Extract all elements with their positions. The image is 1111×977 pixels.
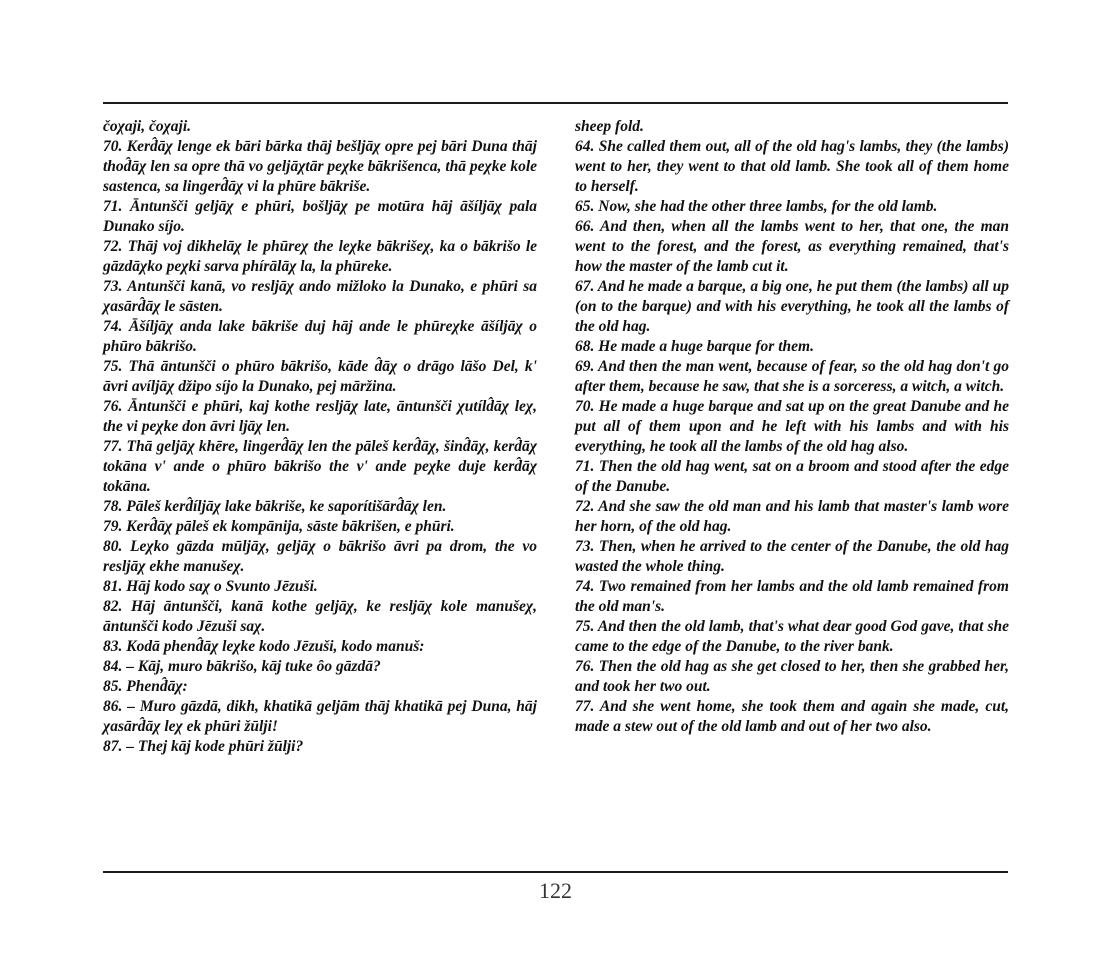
- romani-paragraph: 85. Phend̂āχ:: [103, 678, 188, 695]
- romani-paragraph: 86. – Muro gāzdā, dikh, khatikā geljām thāj khatikā pej Duna, hāj χasārd̂āχ leχ ek phūri žūlji!: [103, 698, 537, 735]
- romani-paragraph: čoχaji, čoχaji.: [103, 118, 192, 135]
- top-rule: [103, 102, 1008, 104]
- english-paragraph: 71. Then the old hag went, sat on a broom and stood after the edge of the Danube.: [575, 458, 1009, 495]
- romani-paragraph: 83. Kodā phend̂āχ leχke kodo Jēzuši, kodo manuš:: [103, 638, 425, 655]
- page-number: 122: [539, 878, 572, 903]
- romani-paragraph: 72. Thāj voj dikhelāχ le phūreχ the leχke bākrišeχ, ka o bākrišo le gāzdāχko peχki sarva phírālāχ la, la phūreke.: [103, 238, 537, 275]
- romani-text-column: [103, 117, 537, 757]
- romani-paragraph: 81. Hāj kodo saχ o Svunto Jēzuši.: [103, 578, 318, 595]
- english-paragraph: 69. And then the man went, because of fear, so the old hag don't go after them, because he saw, that she is a sorceress, a witch, a witch.: [575, 358, 1009, 395]
- romani-paragraph: 78. Pāleš kerd̂íljāχ lake bākriše, ke saporítišārd̂āχ len.: [103, 498, 447, 515]
- romani-paragraph: 75. Thā āntunšči o phūro bākrišo, kāde d̂āχ o drāgo lāšo Del, k' āvri avíljāχ džipo síjo la Dunako, pej māržina.: [103, 358, 537, 395]
- english-paragraph: 77. And she went home, she took them and again she made, cut, made a stew out of the old lamb and out of her two also.: [575, 698, 1009, 735]
- romani-paragraph: 70. Kerd̂āχ lenge ek bāri bārka thāj bešljāχ opre pej bāri Duna thāj thod̂āχ len sa opre thā vo geljāχtār peχke bākrišenca, thā peχke kole sastenca, sa lingerd̂āχ vi la phūre bākriše.: [103, 138, 537, 195]
- bottom-rule: [103, 871, 1008, 873]
- romani-paragraph: 73. Antunšči kanā, vo resljāχ ando mižloko la Dunako, e phūri sa χasārd̂āχ le sāsten.: [103, 278, 537, 315]
- romani-paragraph: 77. Thā geljāχ khēre, lingerd̂āχ len the pāleš kerd̂āχ, šind̂āχ, kerd̂āχ tokāna v' ande o phūro bākrišo the v' ande peχke duje kerd̂āχ tokāna.: [103, 438, 537, 495]
- english-paragraph: 66. And then, when all the lambs went to her, that one, the man went to the forest, and the forest, as everything remained, that's how the master of the lamb cut it.: [575, 218, 1009, 275]
- romani-paragraph: 76. Āntunšči e phūri, kaj kothe resljāχ late, āntunšči χutíld̂āχ leχ, the vi peχke don āvri ljāχ len.: [103, 398, 537, 435]
- english-paragraph: 75. And then the old lamb, that's what dear good God gave, that she came to the edge of the Danube, to the river bank.: [575, 618, 1009, 655]
- english-paragraph: 67. And he made a barque, a big one, he put them (the lambs) all up (on to the barque) and with his everything, he took all the lambs of the old hag.: [575, 278, 1009, 335]
- romani-paragraph: 87. – Thej kāj kode phūri žūlji?: [103, 738, 304, 755]
- english-paragraph: 68. He made a huge barque for them.: [575, 338, 814, 355]
- english-paragraph: 73. Then, when he arrived to the center of the Danube, the old hag wasted the whole thing.: [575, 538, 1009, 575]
- english-translation-column: [575, 117, 1009, 737]
- english-paragraph: sheep fold.: [575, 118, 644, 135]
- english-paragraph: 65. Now, she had the other three lambs, for the old lamb.: [575, 198, 938, 215]
- english-paragraph: 64. She called them out, all of the old hag's lambs, they (the lambs) went to her, they went to that old lamb. She took all of them home to herself.: [575, 138, 1009, 195]
- english-paragraph: 74. Two remained from her lambs and the old lamb remained from the old man's.: [575, 578, 1009, 615]
- english-paragraph: 76. Then the old hag as she get closed to her, then she grabbed her, and took her two out.: [575, 658, 1009, 695]
- english-paragraph: 72. And she saw the old man and his lamb that master's lamb wore her horn, of the old hag.: [575, 498, 1009, 535]
- romani-paragraph: 71. Āntunšči geljāχ e phūri, bošljāχ pe motūra hāj āšíljāχ pala Dunako síjo.: [103, 198, 537, 235]
- english-paragraph: 70. He made a huge barque and sat up on the great Danube and he put all of them upon and he left with his lambs and with his everything, he took all the lambs of the old hag also.: [575, 398, 1009, 455]
- romani-paragraph: 82. Hāj āntunšči, kanā kothe geljāχ, ke resljāχ kole manušeχ, āntunšči kodo Jēzuši saχ.: [103, 598, 537, 635]
- romani-paragraph: 79. Kerd̂āχ pāleš ek kompānija, sāste bākrišen, e phūri.: [103, 518, 455, 535]
- romani-paragraph: 84. – Kāj, muro bākrišo, kāj tuke ȏo gāzdā?: [103, 658, 381, 675]
- romani-paragraph: 80. Leχko gāzda mūljāχ, geljāχ o bākrišo āvri pa drom, the vo resljāχ ekhe manušeχ.: [103, 538, 537, 575]
- romani-paragraph: 74. Āšíljāχ anda lake bākriše duj hāj ande le phūreχke āšíljāχ o phūro bākrišo.: [103, 318, 537, 355]
